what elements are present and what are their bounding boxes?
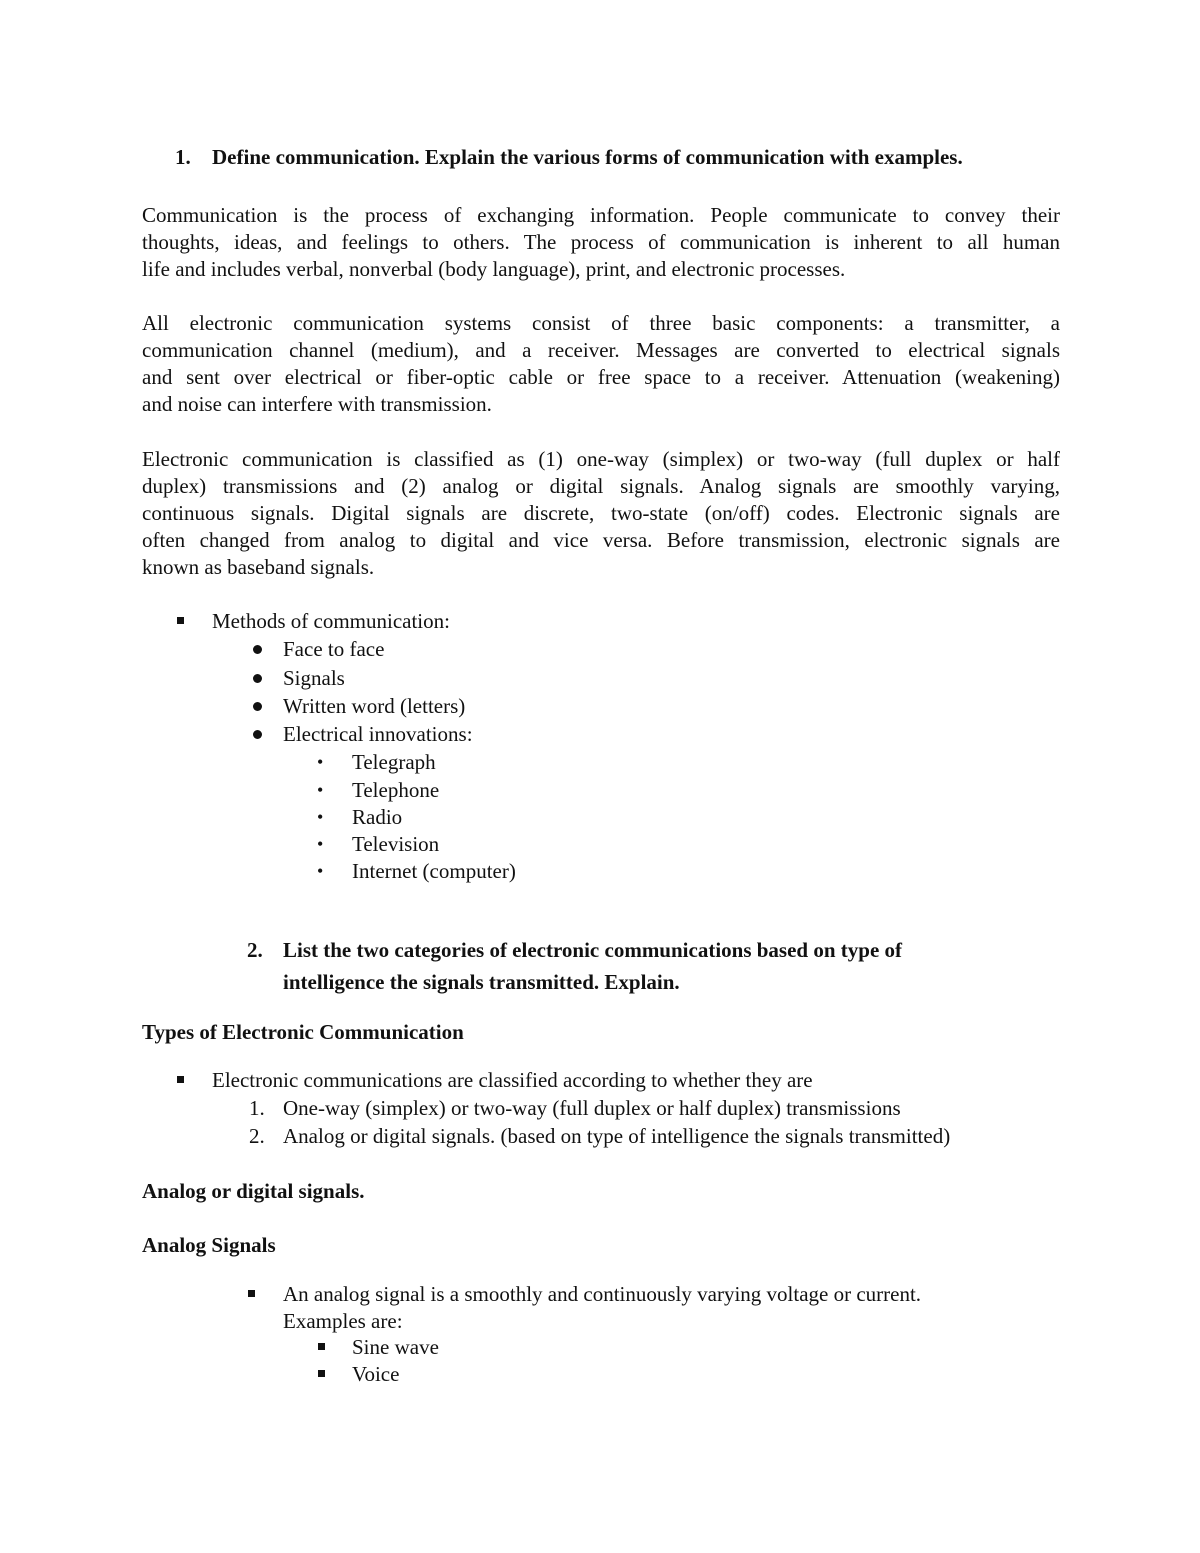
round-bullet-icon [253,674,262,683]
paragraph-line: and noise can interfere with transmission. [142,392,492,416]
paragraph-definition [142,202,1060,283]
paragraph-line: and sent over electrical or fiber-optic cable or free space to a receiver. Attenuation (weakening) [142,365,1060,389]
round-bullet-icon [253,645,262,654]
paragraph-line: known as baseband signals. [142,555,375,579]
question-1-title: Define communication. Explain the various forms of communication with examples. [212,145,963,169]
innovation-item: Telephone [352,778,440,802]
analog-examples-label: Examples are: [283,1309,403,1333]
square-bullet-icon [318,1343,325,1350]
small-bullet-icon: • [317,780,324,800]
paragraph-line: life and includes verbal, nonverbal (body language), print, and electronic processes. [142,257,846,281]
analog-example: Voice [352,1362,400,1386]
method-item: Written word (letters) [283,694,466,718]
paragraph-line: thoughts, ideas, and feelings to others. The process of communication is inherent to all human [142,230,1060,254]
types-item-number: 1. [249,1096,265,1120]
types-intro: Electronic communications are classified according to whether they are [212,1068,813,1092]
question-2-number: 2. [247,938,263,962]
types-item-number: 2. [249,1124,265,1148]
innovation-item: Radio [352,805,403,829]
methods-heading: Methods of communication: [212,609,450,633]
small-bullet-icon: • [317,834,324,854]
paragraph-line: Communication is the process of exchanging information. People communicate to convey their [142,203,1060,227]
square-bullet-icon [248,1290,255,1297]
innovation-item: Internet (computer) [352,859,516,883]
round-bullet-icon [253,730,262,739]
types-heading: Types of Electronic Communication [142,1020,464,1044]
small-bullet-icon: • [317,752,324,772]
paragraph-line: All electronic communication systems consist of three basic components: a transmitter, a [142,311,1060,335]
question-1 [175,144,191,171]
types-item-text: One-way (simplex) or two-way (full duplex or half duplex) transmissions [283,1096,901,1120]
small-bullet-icon: • [317,861,324,881]
question-2-line-1: List the two categories of electronic communications based on type of [283,938,903,962]
method-item: Signals [283,666,345,690]
innovation-item: Telegraph [352,750,436,774]
analog-description: An analog signal is a smoothly and continuously varying voltage or current. [283,1282,922,1306]
analog-example: Sine wave [352,1335,439,1359]
paragraph-line: often changed from analog to digital and vice versa. Before transmission, electronic signals are [142,528,1060,552]
method-item: Electrical innovations: [283,722,473,746]
analog-or-digital-heading: Analog or digital signals. [142,1179,365,1203]
method-item: Face to face [283,637,385,661]
question-1-number: 1. [175,145,191,169]
innovation-item: Television [352,832,440,856]
types-item-text: Analog or digital signals. (based on type of intelligence the signals transmitted) [283,1124,951,1148]
paragraph-line: duplex) transmissions and (2) analog or digital signals. Analog signals are smoothly varying, [142,474,1060,498]
small-bullet-icon: • [317,807,324,827]
round-bullet-icon [253,702,262,711]
square-bullet-icon [318,1370,325,1377]
paragraph-line: communication channel (medium), and a receiver. Messages are converted to electrical signals [142,338,1060,362]
paragraph-classification [142,446,1060,581]
paragraph-line: Electronic communication is classified as (1) one-way (simplex) or two-way (full duplex or half [142,447,1060,471]
analog-heading: Analog Signals [142,1233,276,1257]
question-2-line-2: intelligence the signals transmitted. Explain. [283,970,680,994]
square-bullet-icon [177,617,184,624]
paragraph-components [142,310,1060,418]
paragraph-line: continuous signals. Digital signals are discrete, two-state (on/off) codes. Electronic signals are [142,501,1060,525]
square-bullet-icon [177,1076,184,1083]
